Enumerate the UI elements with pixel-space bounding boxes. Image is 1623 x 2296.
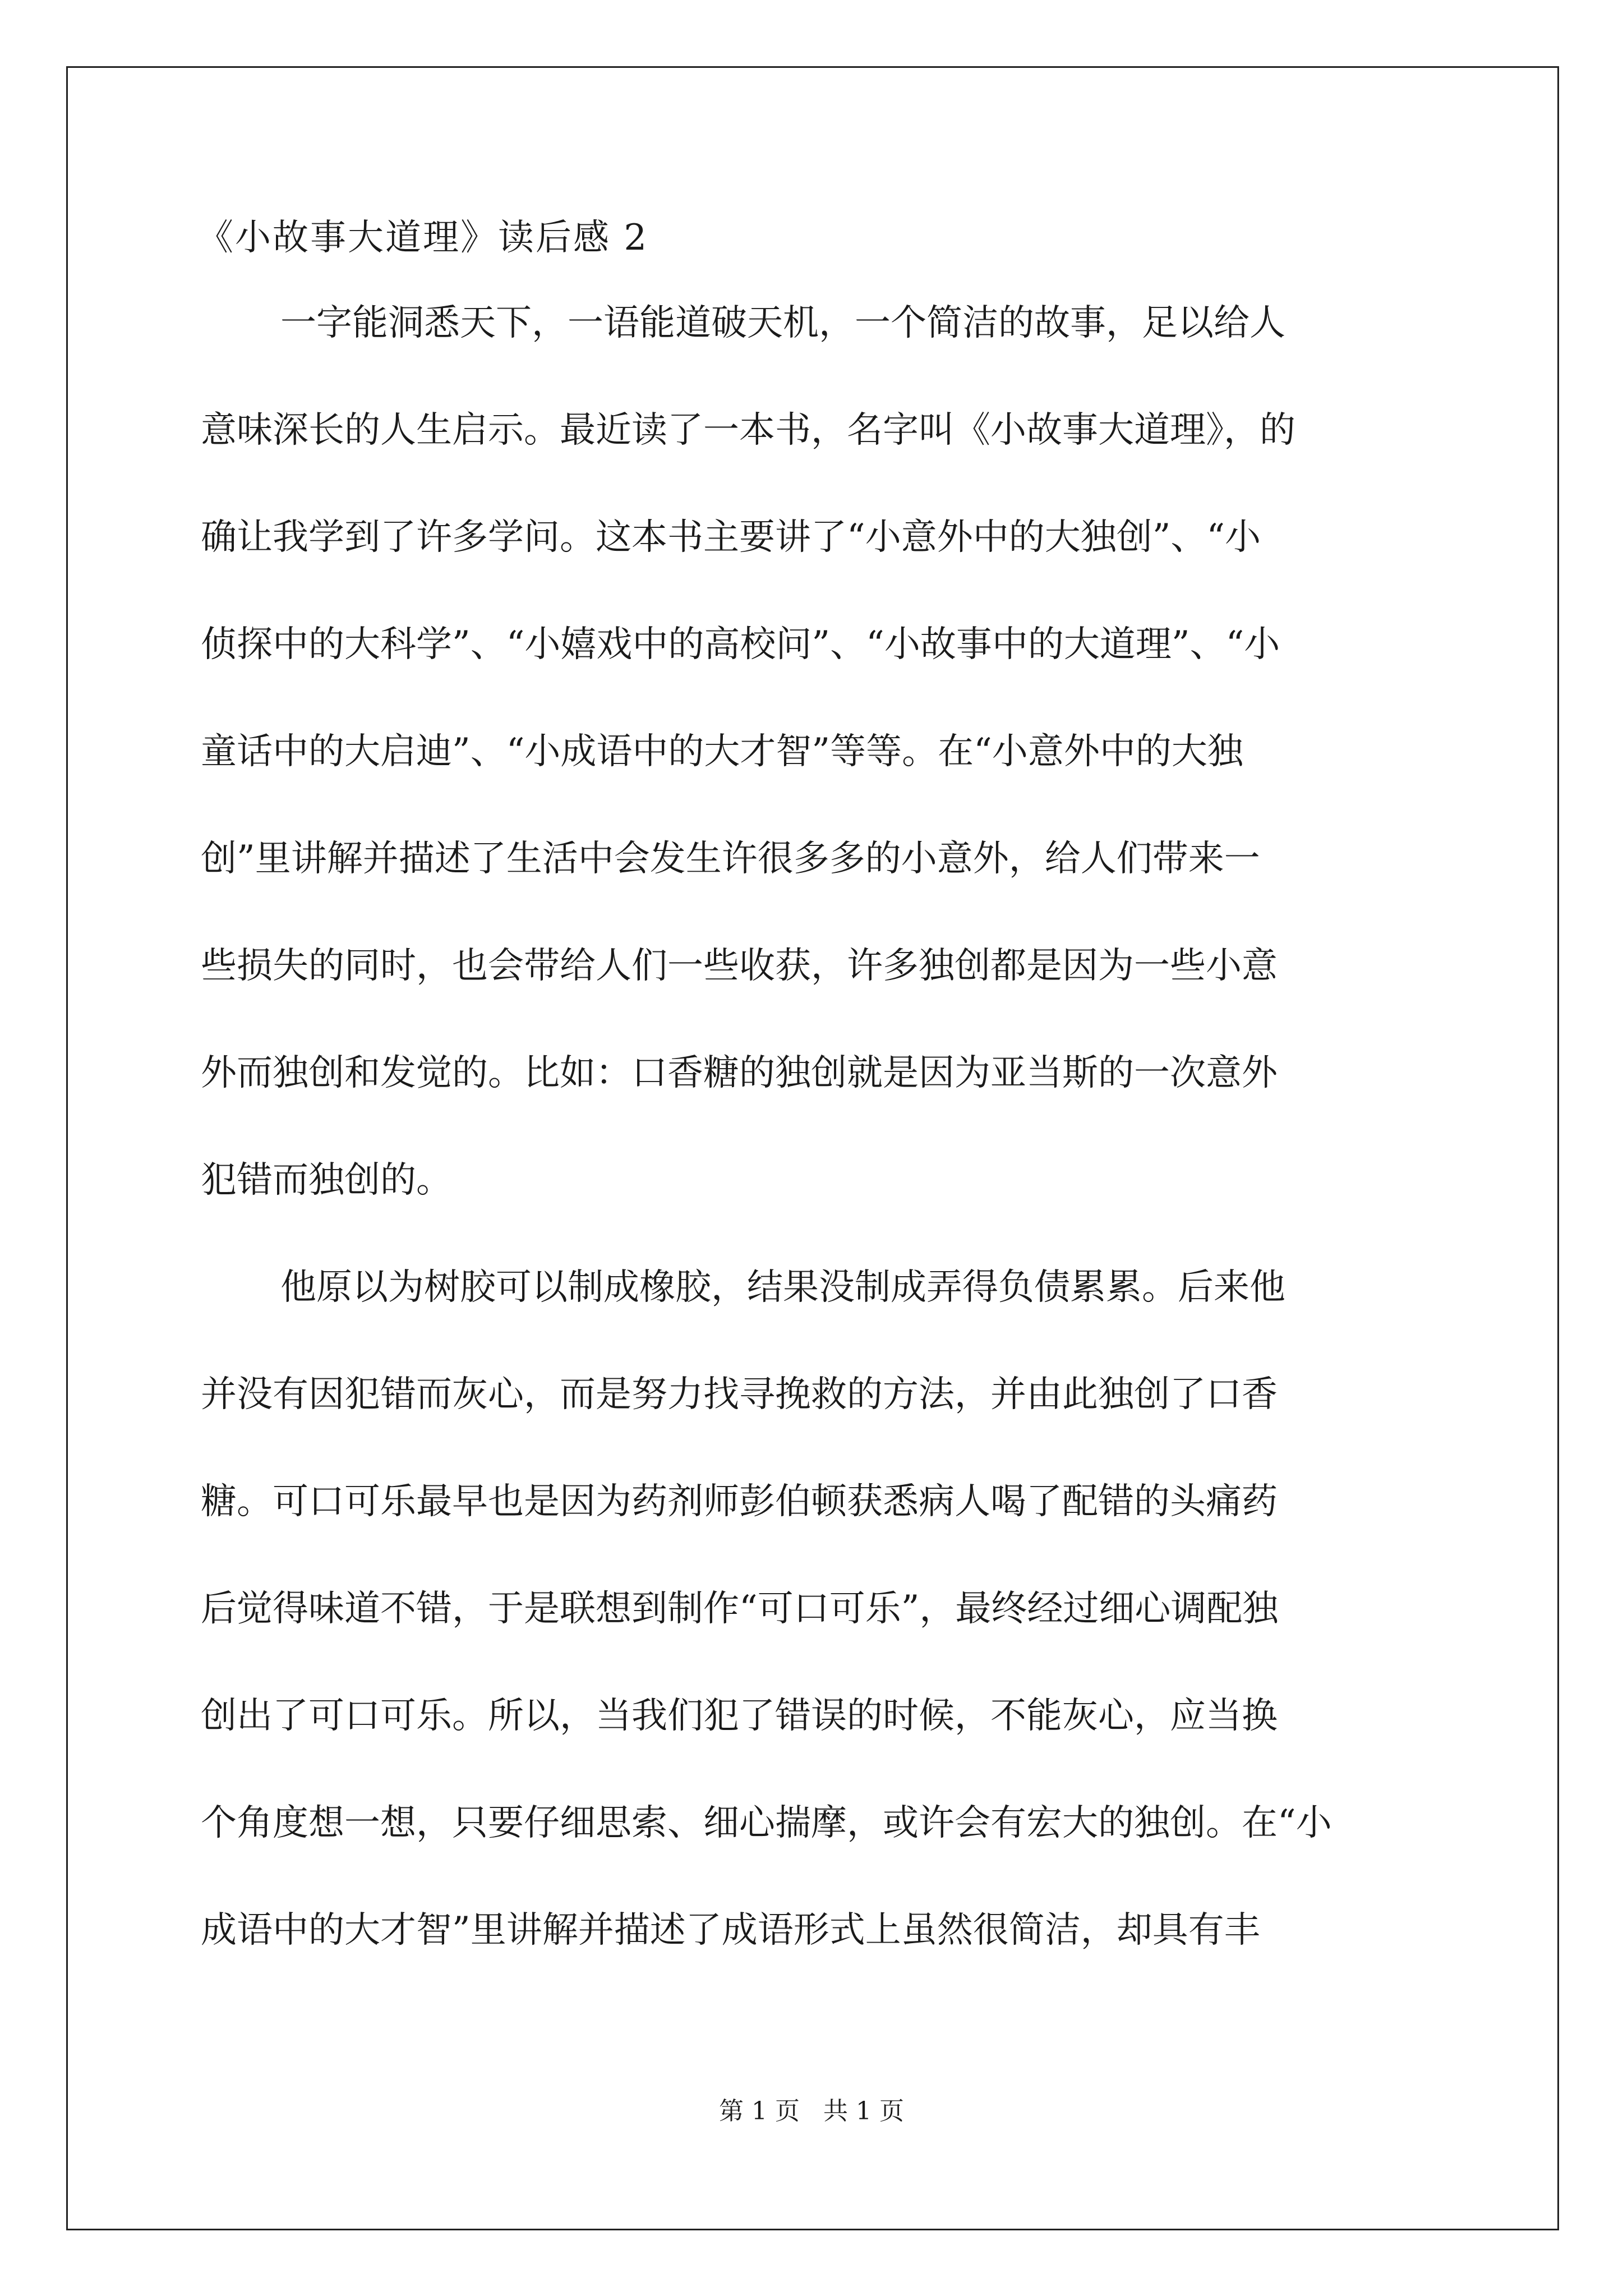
paragraph-line: 糖。可口可乐最早也是因为药剂师彭伯顿获悉病人喝了配错的头痛药 — [201, 1481, 1278, 1522]
paragraph-line: 外而独创和发觉的。比如：口香糖的独创就是因为亚当斯的一次意外 — [201, 1052, 1278, 1094]
paragraph-line: 并没有因犯错而灰心，而是努力找寻挽救的方法，并由此独创了口香 — [201, 1374, 1278, 1415]
paragraph-line: 侦探中的大科学”、“小嬉戏中的高校问”、“小故事中的大道理”、“小 — [201, 624, 1280, 665]
page-number-footer: 第 1 页 共 1 页 — [719, 2097, 904, 2125]
paragraph-line: 后觉得味道不错，于是联想到制作“可口可乐”，最终经过细心调配独 — [201, 1588, 1279, 1630]
paragraph-line: 犯错而独创的。 — [201, 1159, 452, 1201]
paragraph-line: 创出了可口可乐。所以，当我们犯了错误的时候，不能灰心，应当换 — [201, 1695, 1278, 1737]
paragraph-line: 意味深长的人生启示。最近读了一本书，名字叫《小故事大道理》，的 — [201, 409, 1295, 451]
paragraph-line: 童话中的大启迪”、“小成语中的大才智”等等。在“小意外中的大独 — [201, 731, 1243, 772]
paragraph-line: 个角度想一想，只要仔细思索、细心揣摩，或许会有宏大的独创。在“小 — [201, 1802, 1332, 1844]
paragraph-line: 确让我学到了许多学问。这本书主要讲了“小意外中的大独创”、“小 — [201, 517, 1261, 558]
paragraph-line: 些损失的同时，也会带给人们一些收获，许多独创都是因为一些小意 — [201, 945, 1278, 987]
paragraph-line: 创”里讲解并描述了生活中会发生许很多多的小意外，给人们带来一 — [201, 838, 1260, 880]
page-border — [66, 66, 1559, 2230]
paragraph-line: 一字能洞悉天下，一语能道破天机，一个简洁的故事，足以给人 — [280, 302, 1285, 344]
document-title: 《小故事大道理》读后感 2 — [197, 217, 649, 259]
paragraph-line: 他原以为树胶可以制成橡胶，结果没制成弄得负债累累。后来他 — [280, 1267, 1285, 1308]
paragraph-line: 成语中的大才智”里讲解并描述了成语形式上虽然很简洁，却具有丰 — [201, 1910, 1260, 1951]
